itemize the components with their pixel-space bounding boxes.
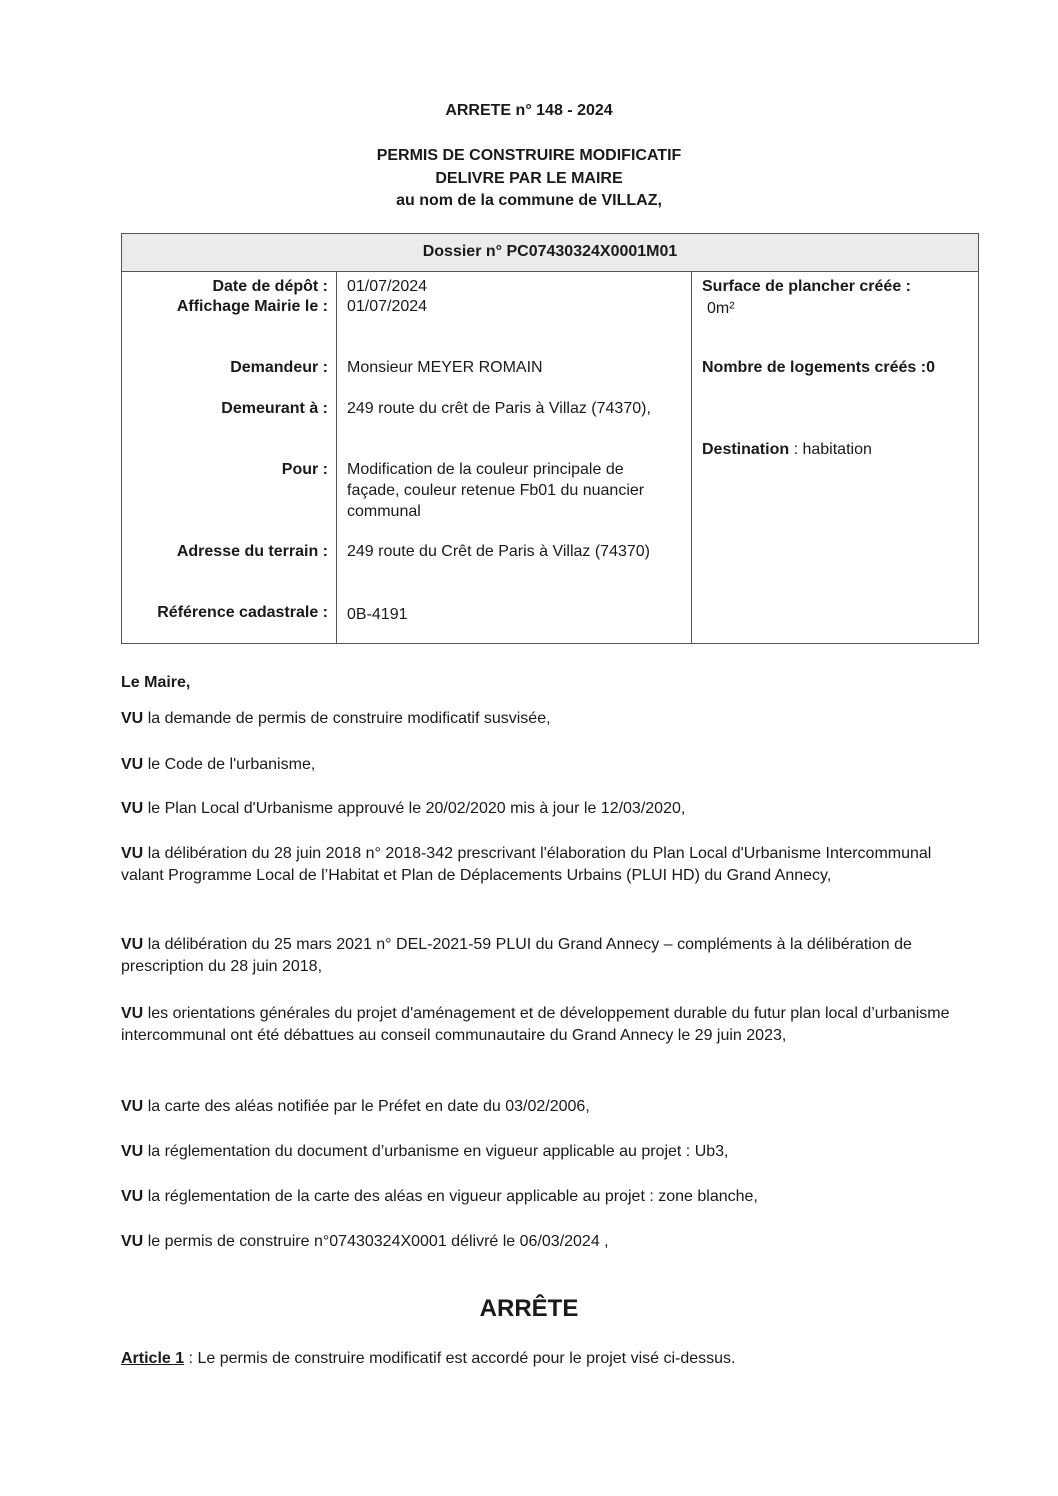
vu-item: VU la réglementation du document d’urbanisme en vigueur applicable au projet : Ub3, xyxy=(121,1143,729,1160)
demandeur-label: Demandeur : xyxy=(230,359,328,376)
pour-value: Modification de la couleur principale de façade, couleur retenue Fb01 du nuancier communal xyxy=(347,461,645,520)
vu-item: VU le Plan Local d'Urbanisme approuvé le 20/02/2020 mis à jour le 12/03/2020, xyxy=(121,800,686,817)
demeurant-value: 249 route du crêt de Paris à Villaz (74370), xyxy=(347,400,651,417)
destination xyxy=(702,439,972,460)
demandeur-value: Monsieur MEYER ROMAIN xyxy=(347,359,543,376)
vu-item: VU la demande de permis de construire modificatif susvisée, xyxy=(121,710,551,727)
reference-label: Référence cadastrale : xyxy=(157,604,328,621)
affichage-label: Affichage Mairie le : xyxy=(176,298,328,315)
vu-item: VU le Code de l'urbanisme, xyxy=(121,756,316,773)
pour-label: Pour : xyxy=(281,461,328,478)
date-depot-value: 01/07/2024 xyxy=(347,278,428,295)
vu-item: VU la réglementation de la carte des aléas en vigueur applicable au projet : zone blanche, xyxy=(121,1188,758,1205)
destination-value: : habitation xyxy=(793,441,872,458)
article-1-text: : Le permis de construire modificatif est accordé pour le projet visé ci-dessus. xyxy=(184,1350,736,1367)
article-1 xyxy=(121,1348,951,1370)
reference-value: 0B-4191 xyxy=(347,606,408,623)
column-divider xyxy=(336,272,337,643)
vu-item: VU les orientations générales du projet d'aménagement et de développement durable du futur plan local d’urbanisme intercommunal ont été débattues au conseil communautaire du Grand Annecy le 29 juin 2023, xyxy=(121,1005,950,1044)
logements-label: Nombre de logements créés :0 xyxy=(702,359,935,376)
vu-item: VU la délibération du 25 mars 2021 n° DEL-2021-59 PLUI du Grand Annecy – compléments à la délibération de prescription du 28 juin 2018, xyxy=(121,936,912,975)
adresse-label: Adresse du terrain : xyxy=(176,543,328,560)
arrete-number: ARRETE n° 148 - 2024 xyxy=(445,102,613,119)
demeurant-label: Demeurant à : xyxy=(221,400,328,417)
arrete-heading: ARRÊTE xyxy=(479,1295,579,1322)
vu-item: VU la délibération du 28 juin 2018 n° 2018-342 prescrivant l'élaboration du Plan Local d'Urbanisme Intercommunal valant Programme Local de l’Habitat et Plan de Déplacements Urbains (PLUI HD) du Grand Annecy, xyxy=(121,845,932,884)
dossier-table xyxy=(121,233,979,644)
title-line-1: PERMIS DE CONSTRUIRE MODIFICATIF xyxy=(376,147,682,164)
article-1-label: Article 1 xyxy=(121,1350,185,1367)
vu-item: VU le permis de construire n°07430324X0001 délivré le 06/03/2024 , xyxy=(121,1233,609,1250)
title-line-3: au nom de la commune de VILLAZ, xyxy=(396,192,662,209)
date-depot-label: Date de dépôt : xyxy=(212,278,328,295)
dossier-number: Dossier n° PC07430324X0001M01 xyxy=(122,234,978,272)
adresse-value: 249 route du Crêt de Paris à Villaz (74370) xyxy=(347,543,650,560)
surface-value: 0m² xyxy=(707,300,735,317)
le-maire: Le Maire, xyxy=(121,674,191,691)
surface-label: Surface de plancher créée : xyxy=(702,278,911,295)
title-line-2: DELIVRE PAR LE MAIRE xyxy=(435,170,623,187)
affichage-value: 01/07/2024 xyxy=(347,298,428,315)
vu-item: VU la carte des aléas notifiée par le Préfet en date du 03/02/2006, xyxy=(121,1098,590,1115)
column-divider xyxy=(691,272,692,643)
destination-label: Destination xyxy=(702,441,790,458)
